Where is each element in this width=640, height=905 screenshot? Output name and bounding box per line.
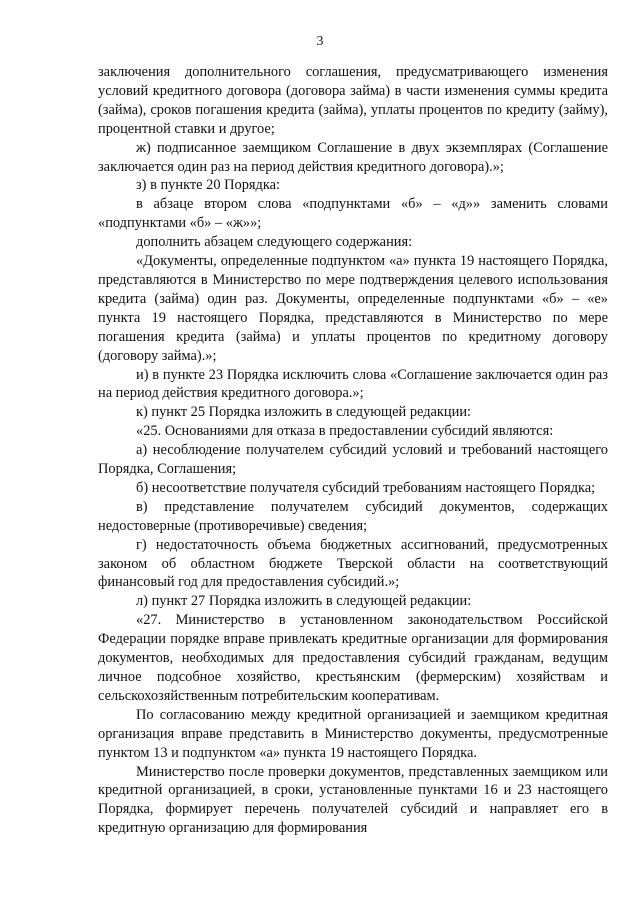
paragraph: дополнить абзацем следующего содержания: (136, 234, 413, 251)
paragraph: а) несоблюдение получателем субсидий условий и требований настоящего Порядка, Соглашения; (98, 442, 608, 478)
paragraph: б) несоответствие получателя субсидий требованиям настоящего Порядка; (136, 479, 596, 496)
page-number: 3 (316, 34, 324, 49)
paragraph: л) пункт 27 Порядка изложить в следующей редакции: (136, 593, 472, 610)
paragraph: «25. Основаниями для отказа в предоставлении субсидий являются: (136, 423, 554, 440)
paragraph: г) недостаточность объема бюджетных ассигнований, предусмотренных законом об областном бюджете Тверской области на соответствующий финансовый год для предоставления субсидий.»; (98, 536, 608, 591)
paragraph: Министерство после проверки документов, представленных заемщиком или кредитной организацией, в сроки, установленные пунктами 16 и 23 настоящего Порядка, формирует перечень получателей субсидий и направляет его в кредитную организацию для формирования (98, 763, 608, 837)
paragraph: в абзаце втором слова «подпунктами «б» – «д»» заменить словами «подпунктами «б» – «ж»»; (98, 196, 608, 232)
paragraph: и) в пункте 23 Порядка исключить слова «Соглашение заключается один раз на период действия кредитного договора.»; (98, 366, 608, 402)
paragraph: з) в пункте 20 Порядка: (136, 177, 281, 194)
paragraph: заключения дополнительного соглашения, предусматривающего изменения условий кредитного договора (договора займа) в части изменения суммы кредита (займа), сроков погашения кредита (займа), уплаты процентов по кредиту (займу), процентной ставки и другое; (98, 64, 608, 137)
paragraph: По согласованию между кредитной организацией и заемщиком кредитная организация вправе представить в Министерство документы, предусмотренные пунктом 13 и подпунктом «а» пункта 19 настоящего Порядка. (98, 706, 608, 761)
paragraph: в) представление получателем субсидий документов, содержащих недостоверные (противоречивые) сведения; (98, 498, 608, 534)
paragraph: «27. Министерство в установленном законодательством Российской Федерации порядке вправе привлекать кредитные организации для формирования документов, необходимых для предоставления субсидий гражданам, ведущим личное подсобное хозяйство, крестьянским (фермерским) хозяйствам и сельскохозяйственным потребительским кооперативам. (98, 612, 608, 704)
paragraph: ж) подписанное заемщиком Соглашение в двух экземплярах (Соглашение заключается один раз на период действия кредитного договора).»; (98, 139, 608, 175)
paragraph: к) пункт 25 Порядка изложить в следующей редакции: (136, 404, 472, 421)
document-body (98, 63, 608, 838)
paragraph: «Документы, определенные подпунктом «а» пункта 19 настоящего Порядка, представляются в Министерство по мере подтверждения целевого использования кредита (займа) один раз. Документы, определенные подпунктами «б» – «е» пункта 19 настоящего Порядка, представляются в Министерство по мере погашения кредита (займа) и уплаты процентов по кредитному договору (договору займа).»; (98, 253, 608, 364)
